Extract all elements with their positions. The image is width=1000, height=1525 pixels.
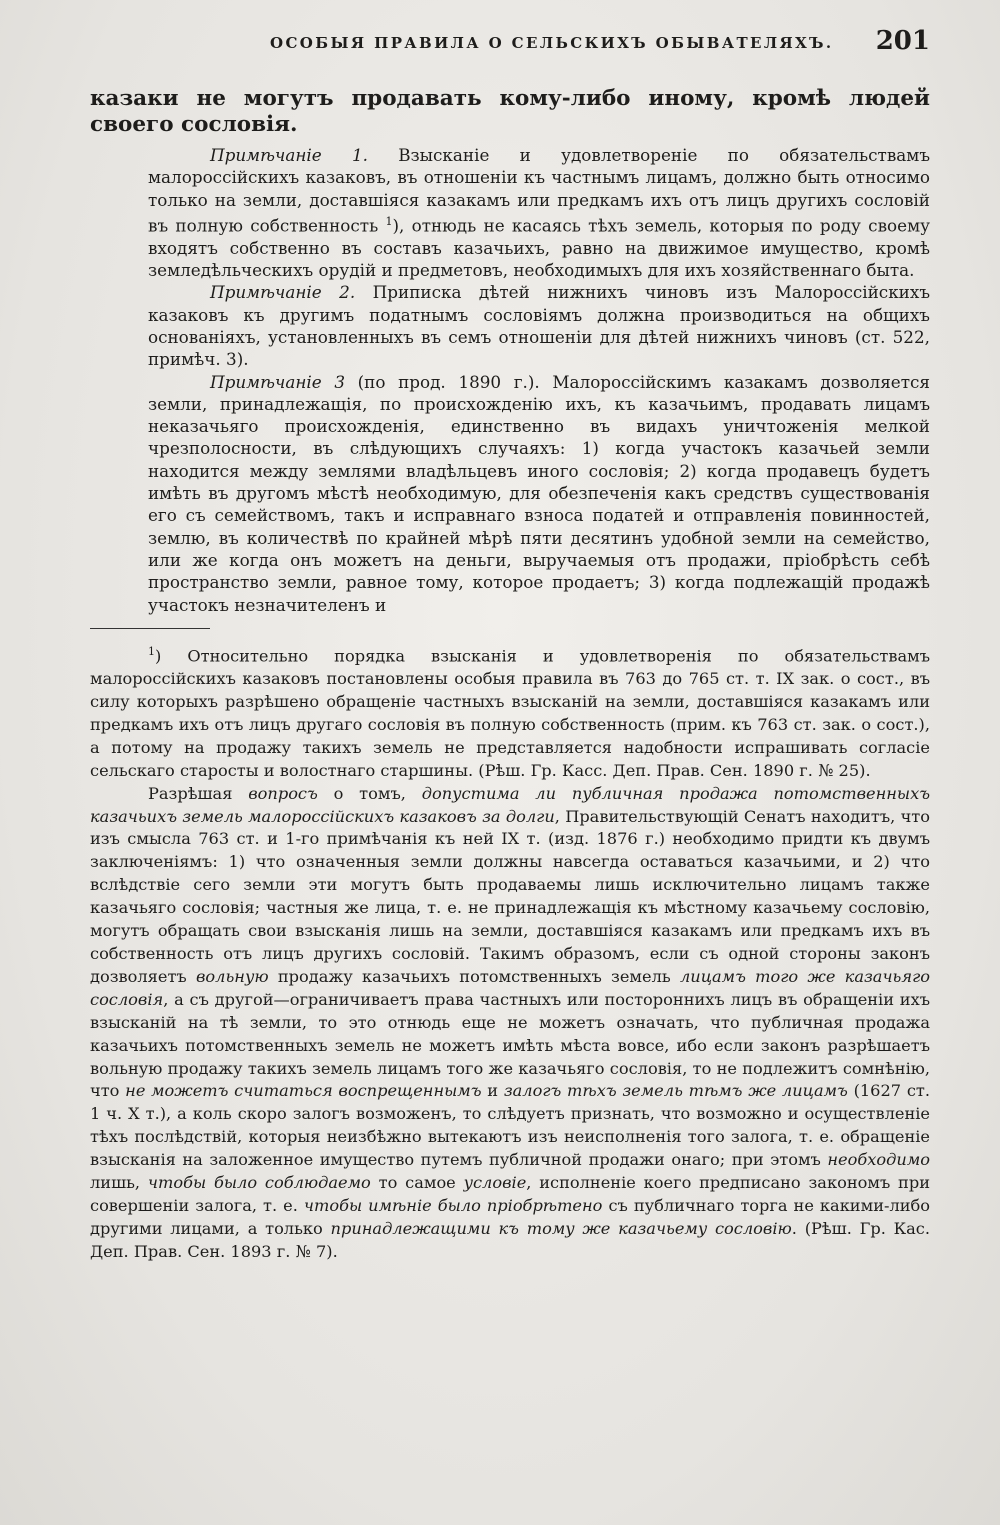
page-header: [90, 28, 930, 68]
decision-emphasis: вольную: [196, 966, 269, 986]
decision-emphasis: лицамъ того же казачьяго сословія: [90, 966, 930, 1009]
decision-text: о томъ,: [317, 783, 422, 803]
running-title: ОСОБЫЯ ПРАВИЛА О СЕЛЬСКИХЪ ОБЫВАТЕЛЯХЪ.: [270, 34, 834, 52]
note-1-text-b: ), отнюдь не касаясь тѣхъ земель, которыя по роду своему входятъ собственно въ составъ казачьихъ, равно на движимое имущество, кромѣ земледѣльческихъ орудій и предметовъ, необходимыхъ для ихъ хозяйственнаго быта.: [148, 215, 930, 281]
decision-emphasis: залогъ тѣхъ земель тѣмъ же лицамъ: [503, 1081, 848, 1101]
note-2-label: Примѣчаніе 2.: [210, 282, 356, 303]
senate-decision: [90, 783, 930, 1264]
footnote: [90, 641, 930, 783]
note-3-label: Примѣчаніе 3: [210, 371, 345, 392]
decision-text: лишь,: [90, 1173, 148, 1193]
note-2: [90, 281, 930, 370]
decision-text: съ публичнаго торга не какими-либо другими лицами, а только: [90, 1195, 931, 1238]
decision-text: Разрѣшая: [148, 783, 249, 803]
note-3-text: (по прод. 1890 г.). Малороссійскимъ казакамъ дозволяется земли, принадлежащія, по происхожденію ихъ, къ казачьимъ, продавать лицамъ неказачьяго происхожденія, единственно въ видахъ уничтоженія мелкой чрезполосности, въ слѣдующихъ случаяхъ: 1) когда участокъ казачьей земли находится между землями владѣльцевъ иного сословія; 2) когда продавецъ будетъ имѣть въ другомъ мѣстѣ необходимую, для обезпеченія какъ средствъ существованія его съ семействомъ, такъ и исправнаго взноса податей и отправленія повинностей, землю, въ количествѣ по крайней мѣрѣ пяти десятинъ удобной земли на семейство, или же когда онъ можетъ на деньги, выручаемыя отъ продажи, пріобрѣсть себѣ пространство земли, равное тому, которое продаетъ; 3) когда подлежащій продажѣ участокъ незначителенъ и: [148, 371, 930, 615]
decision-question: допустима ли публичная продажа потомственныхъ казачьихъ земель малороссійскихъ казаковъ за долги: [90, 783, 931, 826]
note-1-label: Примѣчаніе 1.: [210, 145, 368, 165]
footnote-divider: [90, 628, 210, 629]
decision-emphasis: чтобы имѣніе было пріобрѣтено: [303, 1195, 603, 1215]
note-1: [90, 144, 930, 281]
footnote-text: ) Относительно порядка взысканія и удовлетворенія по обязательствамъ малороссійскихъ казаковъ постановлены особыя правила въ 763 до 765 ст. т. IX зак. о сост., въ силу которыхъ разрѣшено обращеніе частныхъ взысканій на земли, доставшіяся казакамъ или предкамъ ихъ отъ лицъ другаго сословія въ полную собственность (прим. къ 763 ст. зак. о сост.), а потому на продажу такихъ земель не представляется надобности испрашивать согласіе сельскаго старосты и волостнаго старшины. (Рѣш. Гр. Касс. Деп. Прав. Сен. 1890 г. № 25).: [90, 646, 930, 780]
decision-text: то самое: [370, 1173, 464, 1193]
decision-text: , исполненіе коего предписано закономъ при совершеніи залога, т. е.: [90, 1173, 930, 1215]
page-body: [90, 86, 930, 1264]
footnote-marker: 1: [148, 644, 155, 658]
note-1-text-a: Взысканіе и удовлетвореніе по обязательствамъ малороссійскихъ казаковъ, въ отношеніи къ частнымъ лицамъ, должно быть относимо только на земли, доставшіяся казакамъ или предкамъ ихъ отъ лицъ другихъ сословій въ полную собственность: [148, 145, 930, 236]
decision-text: , а съ другой—ограничиваетъ права частныхъ или постороннихъ лицъ въ обращеніи ихъ взысканій на тѣ земли, то это отнюдь еще не можетъ означать, что публичная продажа казачьихъ потомственныхъ земель не можетъ имѣть мѣста вовсе, ибо если законъ разрѣшаетъ вольную продажу такихъ земель лицамъ того же казачьяго сословія, то не подлежитъ сомнѣнію, что: [90, 989, 930, 1101]
decision-emphasis: не можетъ считаться воспрещеннымъ: [125, 1081, 482, 1101]
decision-text: и: [481, 1081, 504, 1101]
decision-text: (1627 ст. 1 ч. X т.), а коль скоро залогъ возможенъ, то слѣдуетъ признать, что возможно и осуществленіе тѣхъ послѣдствій, которыя неизбѣжно вытекаютъ изъ неисполненія того залога, т. е. обращеніе взысканія на заложенное имущество путемъ публичной продажи онаго; при этомъ: [90, 1081, 930, 1170]
decision-emphasis: необходимо: [827, 1150, 930, 1170]
decision-text: , Правительствующій Сенатъ находитъ, что изъ смысла 763 ст. и 1-го примѣчанія къ ней IX т. (изд. 1876 г.) необходимо придти къ двумъ заключеніямъ: 1) что означенныя земли должны навсегда оставаться казачьими, и 2) что вслѣдствіе сего земли эти могутъ быть продаваемы лишь исключительно лицамъ также казачьяго сословія; частныя же лица, т. е. не принадлежащія къ мѣстному казачьему сословію, могутъ обращать свои взысканія лишь на земли, доставшіяся казакамъ или предкамъ ихъ въ собственность отъ лицъ другихъ сословій. Такимъ образомъ, если съ одной стороны законъ дозволяетъ: [90, 806, 930, 986]
note-2-text: Приписка дѣтей нижнихъ чиновъ изъ Малороссійскихъ казаковъ къ другимъ податнымъ сословіямъ должна производиться на общихъ основаніяхъ, установленныхъ въ семъ отношеніи для дѣтей нижнихъ чиновъ (ст. 522, примѣч. 3).: [148, 282, 931, 370]
decision-emphasis: принадлежащими къ тому же казачьему сословію: [330, 1218, 792, 1238]
decision-emphasis: чтобы было соблюдаемо: [147, 1173, 371, 1193]
decision-emphasis: условіе: [463, 1173, 527, 1193]
lead-paragraph: казаки не могутъ продавать кому-либо иному, кромѣ людей своего сословія.: [90, 86, 930, 137]
page-number: 201: [875, 26, 930, 56]
decision-text: . (Рѣш. Гр. Кас. Деп. Прав. Сен. 1893 г. № 7).: [90, 1218, 931, 1261]
decision-text: продажу казачьихъ потомственныхъ земель: [268, 966, 680, 986]
note-3: [90, 371, 930, 616]
decision-emphasis: вопросъ: [248, 783, 318, 803]
note-1-footnote-ref[interactable]: 1: [385, 214, 393, 228]
